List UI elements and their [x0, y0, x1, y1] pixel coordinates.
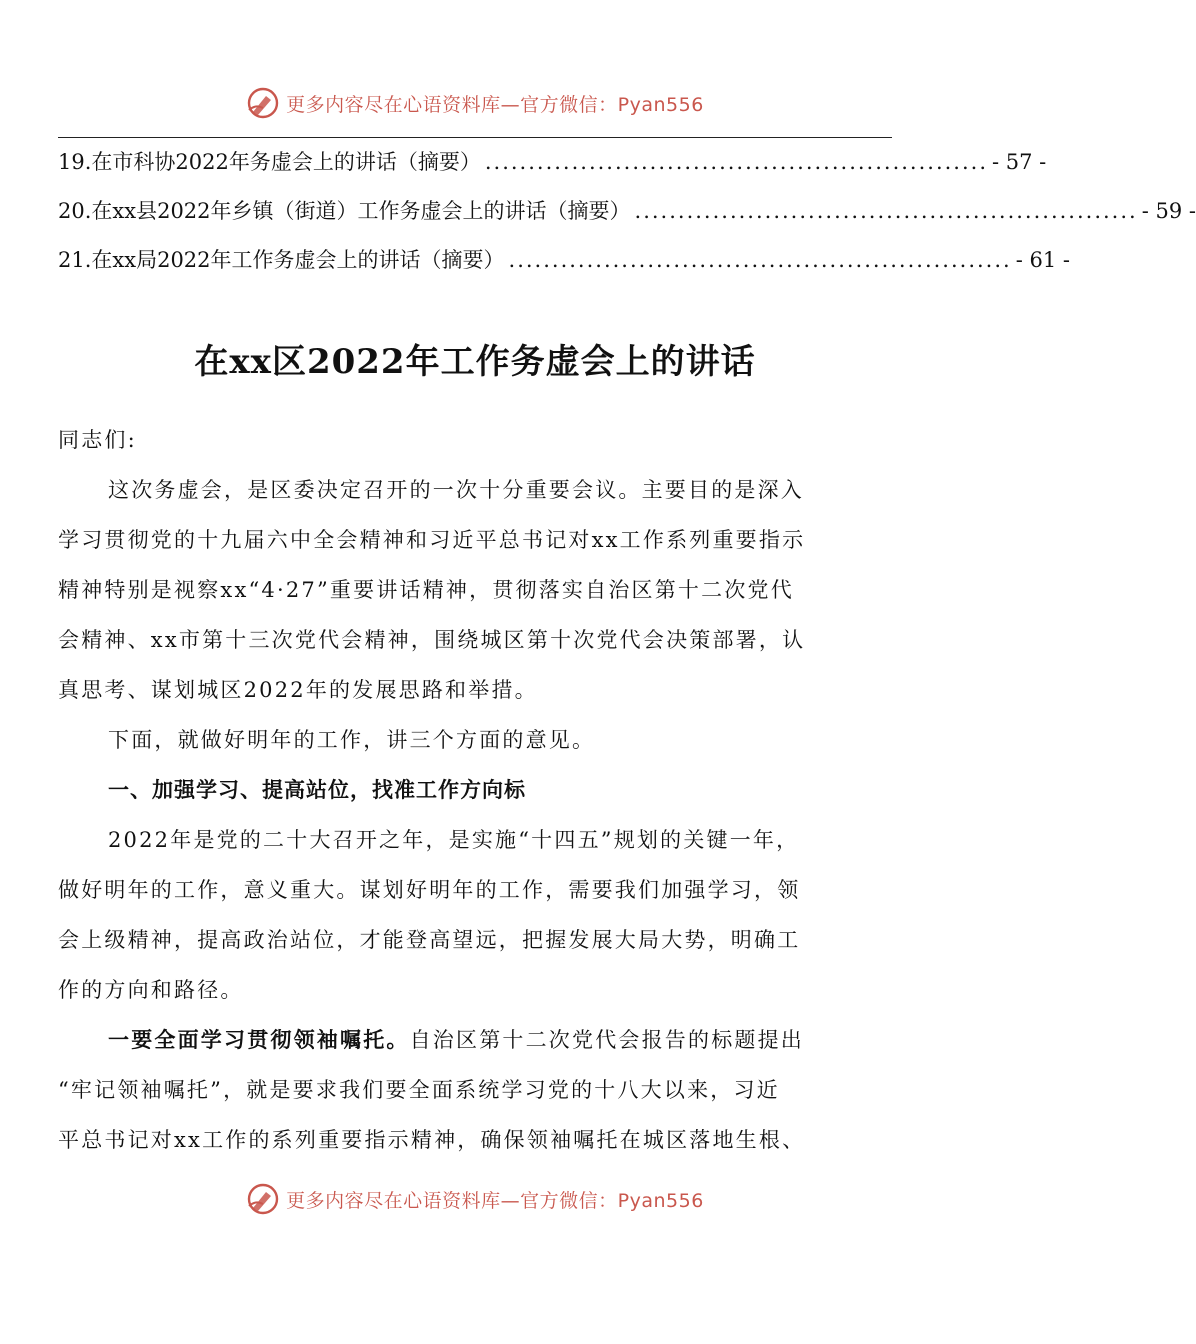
- paragraph-line: 这次务虚会，是区委决定召开的一次十分重要会议。主要目的是深入: [108, 478, 804, 502]
- paragraph-line: 2022年是党的二十大召开之年，是实施“十四五”规划的关键一年，: [108, 828, 800, 852]
- salutation: 同志们:: [58, 428, 137, 452]
- section-heading: 一、加强学习、提高站位，找准工作方向标: [108, 778, 526, 802]
- document-title: 在xx区2022年工作务虚会上的讲话: [194, 342, 756, 382]
- toc-entry-title: 21.在xx局2022年工作务虚会上的讲话（摘要）: [58, 248, 505, 272]
- paragraph-line: 精神特别是视察xx“4·27”重要讲话精神，贯彻落实自治区第十二次党代: [58, 578, 794, 602]
- toc-entry-title: 20.在xx县2022年乡镇（街道）工作务虚会上的讲话（摘要）: [58, 199, 631, 223]
- toc-entry[interactable]: [58, 244, 1070, 293]
- header-rule: [58, 137, 892, 138]
- toc-entry[interactable]: [58, 195, 1196, 244]
- watermark-text: 更多内容尽在心语资料库—官方微信：Pyan556: [286, 93, 704, 116]
- paragraph-line: 下面，就做好明年的工作，讲三个方面的意见。: [108, 728, 596, 752]
- paragraph-line: 平总书记对xx工作的系列重要指示精神，确保领袖嘱托在城区落地生根、: [58, 1128, 806, 1152]
- paragraph-line: 做好明年的工作，意义重大。谋划好明年的工作，需要我们加强学习，领: [58, 878, 801, 902]
- toc-leader-dots: ..........................................................: [484, 150, 989, 174]
- pen-nib-icon: [246, 86, 280, 120]
- paragraph-line: [108, 1024, 804, 1054]
- paragraph-line: 学习贯彻党的十九届六中全会精神和习近平总书记对xx工作系列重要指示: [58, 528, 806, 552]
- watermark-banner-bottom: [0, 1179, 950, 1219]
- toc-leader-dots: ..........................................................: [508, 248, 1012, 272]
- toc-list: [58, 146, 1196, 293]
- paragraph-text: 自治区第十二次党代会报告的标题提出: [409, 1028, 805, 1052]
- toc-entry[interactable]: [58, 146, 1047, 195]
- watermark-text: 更多内容尽在心语资料库—官方微信：Pyan556: [286, 1189, 704, 1212]
- toc-leader-dots: ..........................................................: [634, 199, 1138, 223]
- paragraph-line: “牢记领袖嘱托”，就是要求我们要全面系统学习党的十八大以来，习近: [58, 1078, 780, 1102]
- paragraph-line: 真思考、谋划城区2022年的发展思路和举措。: [58, 678, 538, 702]
- toc-entry-page: - 61 -: [1015, 248, 1070, 272]
- toc-entry-page: - 57 -: [992, 150, 1047, 174]
- paragraph-line: 会上级精神，提高政治站位，才能登高望远，把握发展大局大势，明确工: [58, 928, 801, 952]
- watermark-banner-top: [0, 83, 950, 123]
- paragraph-line: 会精神、xx市第十三次党代会精神，围绕城区第十次党代会决策部署，认: [58, 628, 806, 652]
- pen-nib-icon: [246, 1182, 280, 1216]
- toc-entry-page: - 59 -: [1141, 199, 1196, 223]
- paragraph-lead: 一要全面学习贯彻领袖嘱托。: [108, 1027, 410, 1052]
- paragraph-line: 作的方向和路径。: [58, 978, 244, 1002]
- toc-entry-title: 19.在市科协2022年务虚会上的讲话（摘要）: [58, 150, 481, 174]
